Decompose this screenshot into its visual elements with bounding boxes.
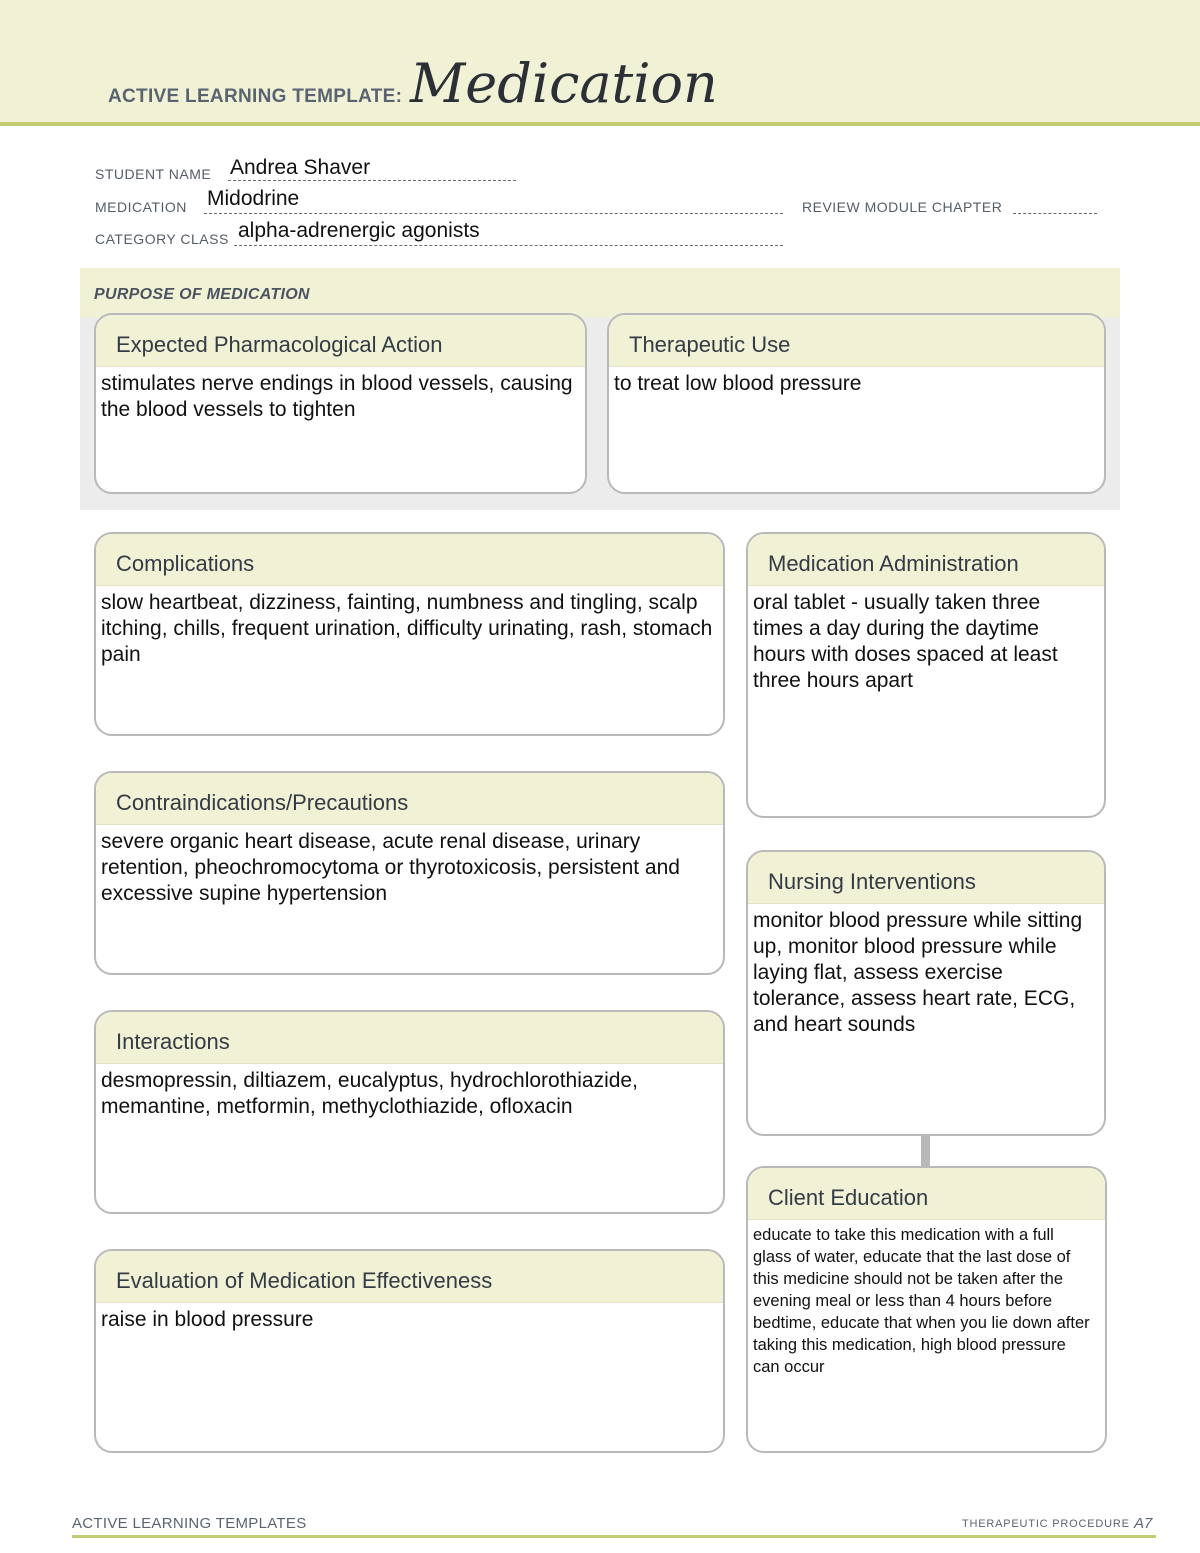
contraindications-text[interactable]: severe organic heart disease, acute renal disease, urinary retention, pheochromocytoma or thyrotoxicosis, persistent and excessive supine hypertension xyxy=(101,830,680,905)
medication-label: MEDICATION xyxy=(95,199,187,215)
interactions-title: Interactions xyxy=(96,1012,723,1064)
client-education-text[interactable]: educate to take this medication with a full glass of water, educate that the last dose of this medicine should not be taken after the evening meal or less than 4 hours before bedtime, educate that when you lie down after taking this medication, high blood pressure can occur xyxy=(753,1226,1090,1376)
student-name-label: STUDENT NAME xyxy=(95,166,212,182)
nursing-interventions-text[interactable]: monitor blood pressure while sitting up, monitor blood pressure while laying flat, assess exercise tolerance, assess heart rate, ECG, and heart sounds xyxy=(753,909,1083,1036)
complications-card xyxy=(94,532,725,736)
evaluation-text[interactable]: raise in blood pressure xyxy=(101,1308,314,1331)
administration-card xyxy=(746,532,1106,818)
footer-label: ACTIVE LEARNING TEMPLATES xyxy=(72,1515,307,1532)
therapeutic-use-text[interactable]: to treat low blood pressure xyxy=(614,372,862,395)
medication-field[interactable]: Midodrine xyxy=(207,187,300,210)
client-education-card xyxy=(746,1166,1107,1453)
administration-text[interactable]: oral tablet - usually taken three times a day during the daytime hours with doses spaced at least three hours apart xyxy=(753,591,1058,692)
page-title: Medication xyxy=(410,52,718,115)
nursing-interventions-card xyxy=(746,850,1106,1136)
template-label: ACTIVE LEARNING TEMPLATE: xyxy=(108,86,403,107)
interactions-text[interactable]: desmopressin, diltiazem, eucalyptus, hydrochlorothiazide, memantine, metformin, methyclothiazide, ofloxacin xyxy=(101,1069,638,1118)
student-name-field[interactable]: Andrea Shaver xyxy=(230,156,371,179)
category-class-line xyxy=(234,245,783,246)
nursing-interventions-title: Nursing Interventions xyxy=(748,852,1104,904)
medication-line xyxy=(204,213,783,214)
complications-text[interactable]: slow heartbeat, dizziness, fainting, numbness and tingling, scalp itching, chills, frequent urination, difficulty urinating, rash, stomach pain xyxy=(101,591,713,666)
contraindications-title: Contraindications/Precautions xyxy=(96,773,723,825)
student-name-line xyxy=(228,180,516,181)
box-connector xyxy=(921,1134,930,1166)
contraindications-card xyxy=(94,771,725,975)
therapeutic-use-card xyxy=(607,313,1106,494)
expected-action-card xyxy=(94,313,587,494)
footer-divider xyxy=(72,1535,1156,1538)
review-module-label: REVIEW MODULE CHAPTER xyxy=(802,199,1003,215)
category-class-label: CATEGORY CLASS xyxy=(95,231,229,247)
review-module-field[interactable] xyxy=(1013,213,1097,214)
interactions-card xyxy=(94,1010,725,1214)
page-number: A7 xyxy=(1134,1515,1153,1532)
footer-category: THERAPEUTIC PROCEDURE xyxy=(962,1518,1130,1530)
complications-title: Complications xyxy=(96,534,723,586)
therapeutic-use-title: Therapeutic Use xyxy=(609,315,1104,367)
evaluation-card xyxy=(94,1249,725,1453)
administration-title: Medication Administration xyxy=(748,534,1104,586)
expected-action-text[interactable]: stimulates nerve endings in blood vessels, causing the blood vessels to tighten xyxy=(101,372,573,421)
purpose-title: PURPOSE OF MEDICATION xyxy=(94,286,310,303)
header-divider xyxy=(0,122,1200,126)
client-education-title: Client Education xyxy=(748,1168,1105,1220)
category-class-field[interactable]: alpha-adrenergic agonists xyxy=(238,219,480,242)
expected-action-title: Expected Pharmacological Action xyxy=(96,315,585,367)
evaluation-title: Evaluation of Medication Effectiveness xyxy=(96,1251,723,1303)
